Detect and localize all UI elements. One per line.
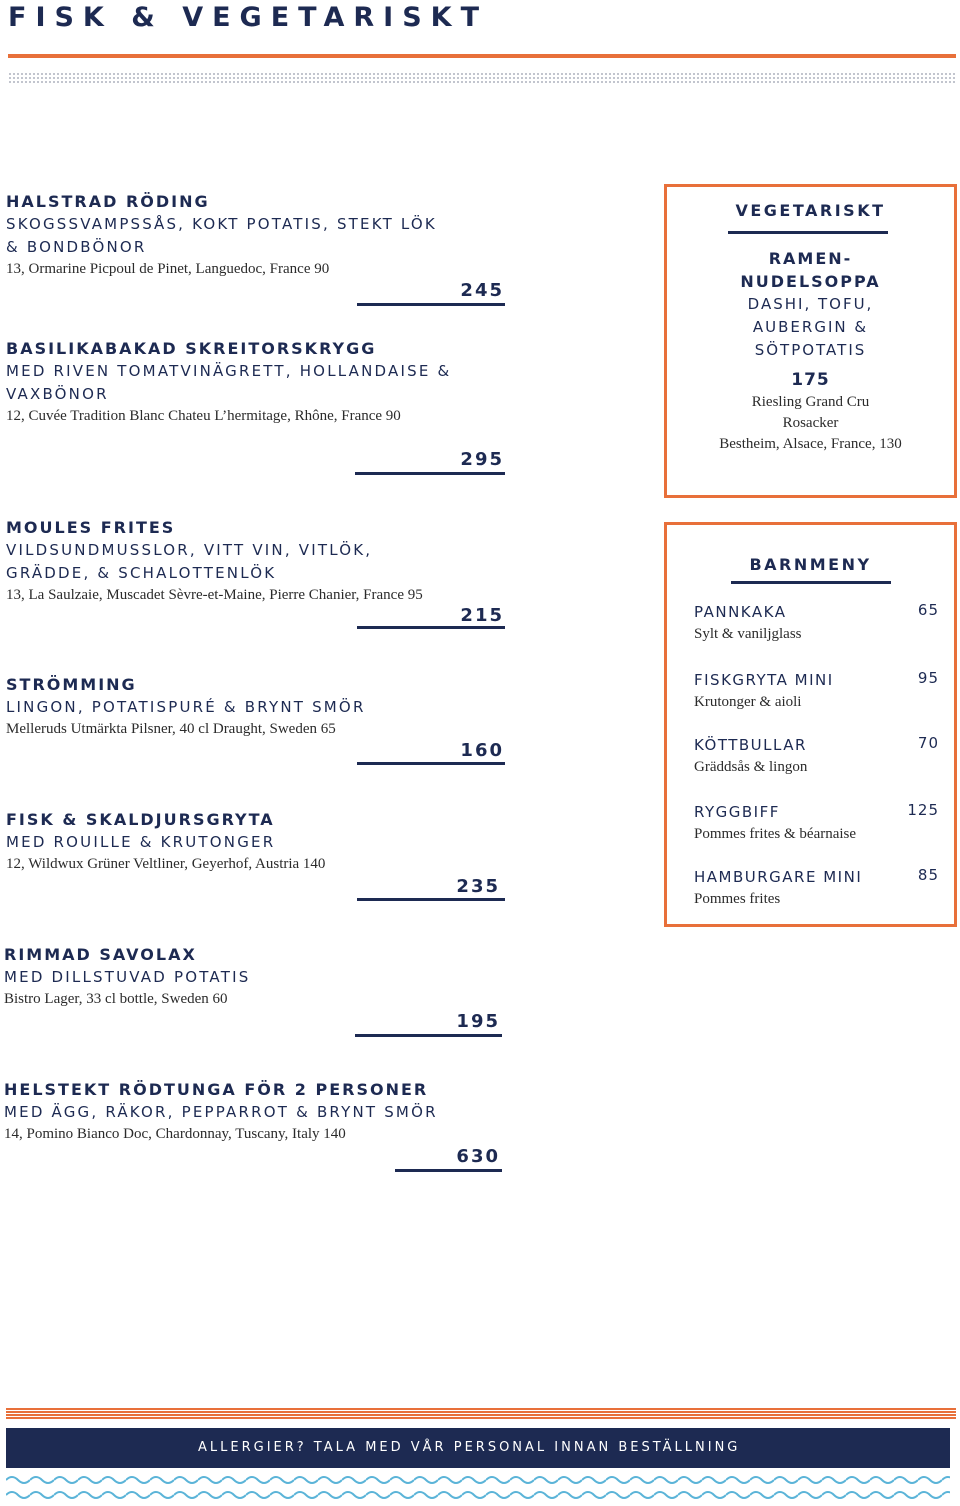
price-underline [355, 1034, 502, 1037]
dish-description: SÖTPOTATIS [754, 341, 867, 359]
header-divider [8, 54, 956, 58]
kids-item-name: FISKGRYTA MINI [694, 671, 834, 689]
price-underline [355, 472, 505, 475]
kids-menu-title: BARNMENY [749, 555, 872, 574]
dish-price: 175 [791, 370, 830, 390]
footer-stripes [6, 1408, 956, 1419]
dotted-divider [8, 72, 956, 83]
kids-menu-item [694, 734, 939, 778]
wave-pattern [6, 1472, 950, 1502]
dish-price: 630 [456, 1146, 500, 1167]
dish-name: BASILIKABAKAD SKREITORSKRYGG [6, 339, 377, 358]
dish-name: MOULES FRITES [6, 518, 176, 537]
dish-price: 295 [460, 449, 504, 470]
wine-pairing: Melleruds Utmärkta Pilsner, 40 cl Draught, Sweden 65 [6, 721, 336, 737]
wine-pairing: Riesling Grand Cru [751, 394, 870, 410]
menu-item [6, 337, 506, 427]
menu-item [4, 1078, 504, 1145]
kids-item-price: 85 [917, 866, 939, 884]
menu-item [6, 190, 506, 280]
wine-pairing: 13, Ormarine Picpoul de Pinet, Languedoc, France 90 [6, 261, 330, 277]
dish-price: 215 [460, 605, 504, 626]
dish-description: AUBERGIN & [752, 318, 869, 336]
dish-name: RIMMAD SAVOLAX [4, 945, 197, 964]
kids-item-price: 95 [917, 669, 939, 687]
kids-item-name: RYGGBIFF [694, 803, 780, 821]
price-underline [357, 762, 505, 765]
dish-name: FISK & SKALDJURSGRYTA [6, 810, 275, 829]
dish-name: STRÖMMING [6, 675, 137, 694]
title-underline [731, 581, 891, 584]
menu-item [4, 943, 504, 1010]
dish-description: GRÄDDE, & SCHALOTTENLÖK [6, 564, 277, 582]
dish-name: RAMEN- [768, 249, 853, 268]
dish-description: VAXBÖNOR [6, 385, 109, 403]
kids-menu-item [694, 669, 939, 713]
dish-name: HALSTRAD RÖDING [6, 192, 210, 211]
allergy-banner [6, 1428, 950, 1468]
dish-description: MED ROUILLE & KRUTONGER [6, 833, 276, 851]
price-underline [357, 303, 505, 306]
allergy-notice: ALLERGIER? TALA MED VÅR PERSONAL INNAN BESTÄLLNING [198, 1440, 741, 1455]
kids-menu-item [694, 866, 939, 910]
menu-item [6, 673, 506, 740]
dish-description: DASHI, TOFU, [747, 295, 874, 313]
kids-item-description: Gräddsås & lingon [694, 759, 808, 775]
dish-description: SKOGSSVAMPSSÅS, KOKT POTATIS, STEKT LÖK [6, 215, 437, 233]
wine-pairing: Rosacker [782, 415, 839, 431]
price-underline [395, 1169, 502, 1172]
menu-item [6, 516, 506, 606]
kids-item-price: 125 [907, 801, 939, 819]
dish-description: LINGON, POTATISPURÉ & BRYNT SMÖR [6, 698, 366, 716]
kids-menu-item [694, 601, 939, 645]
vegetarian-title: VEGETARISKT [735, 201, 886, 220]
title-underline [728, 231, 888, 234]
dish-price: 245 [460, 280, 504, 301]
kids-item-description: Pommes frites & béarnaise [694, 826, 857, 842]
wine-pairing: 12, Wildwux Grüner Veltliner, Geyerhof, Austria 140 [6, 856, 326, 872]
price-underline [357, 626, 505, 629]
dish-description: & BONDBÖNOR [6, 238, 147, 256]
wine-pairing: 12, Cuvée Tradition Blanc Chateu L’hermitage, Rhône, France 90 [6, 408, 401, 424]
dish-price: 160 [460, 740, 504, 761]
wine-pairing: 14, Pomino Bianco Doc, Chardonnay, Tuscany, Italy 140 [4, 1126, 346, 1142]
wine-pairing: Bestheim, Alsace, France, 130 [719, 436, 902, 452]
dish-description: MED ÄGG, RÄKOR, PEPPARROT & BRYNT SMÖR [4, 1103, 438, 1121]
kids-item-name: HAMBURGARE MINI [694, 868, 863, 886]
kids-item-description: Pommes frites [694, 891, 781, 907]
kids-item-name: PANNKAKA [694, 603, 787, 621]
dish-description: MED RIVEN TOMATVINÄGRETT, HOLLANDAISE & [6, 362, 452, 380]
kids-item-name: KÖTTBULLAR [694, 736, 807, 754]
vegetarian-box [664, 184, 957, 498]
dish-price: 195 [456, 1011, 500, 1032]
kids-menu-box [664, 522, 957, 927]
wine-pairing: 13, La Saulzaie, Muscadet Sèvre-et-Maine, Pierre Chanier, France 95 [6, 587, 423, 603]
dish-description: MED DILLSTUVAD POTATIS [4, 968, 251, 986]
kids-menu-item [694, 801, 939, 845]
kids-item-price: 70 [917, 734, 939, 752]
vegetarian-dish [667, 247, 954, 455]
menu-item [6, 808, 506, 875]
dish-name: NUDELSOPPA [740, 272, 881, 291]
dish-description: VILDSUNDMUSSLOR, VITT VIN, VITLÖK, [6, 541, 373, 559]
page-title: FISK & VEGETARISKT [8, 2, 488, 33]
wine-pairing: Bistro Lager, 33 cl bottle, Sweden 60 [4, 991, 228, 1007]
kids-item-description: Krutonger & aioli [694, 694, 802, 710]
dish-name: HELSTEKT RÖDTUNGA FÖR 2 PERSONER [4, 1080, 429, 1099]
kids-item-price: 65 [917, 601, 939, 619]
price-underline [357, 898, 505, 901]
kids-item-description: Sylt & vaniljglass [694, 626, 802, 642]
dish-price: 235 [456, 876, 500, 897]
